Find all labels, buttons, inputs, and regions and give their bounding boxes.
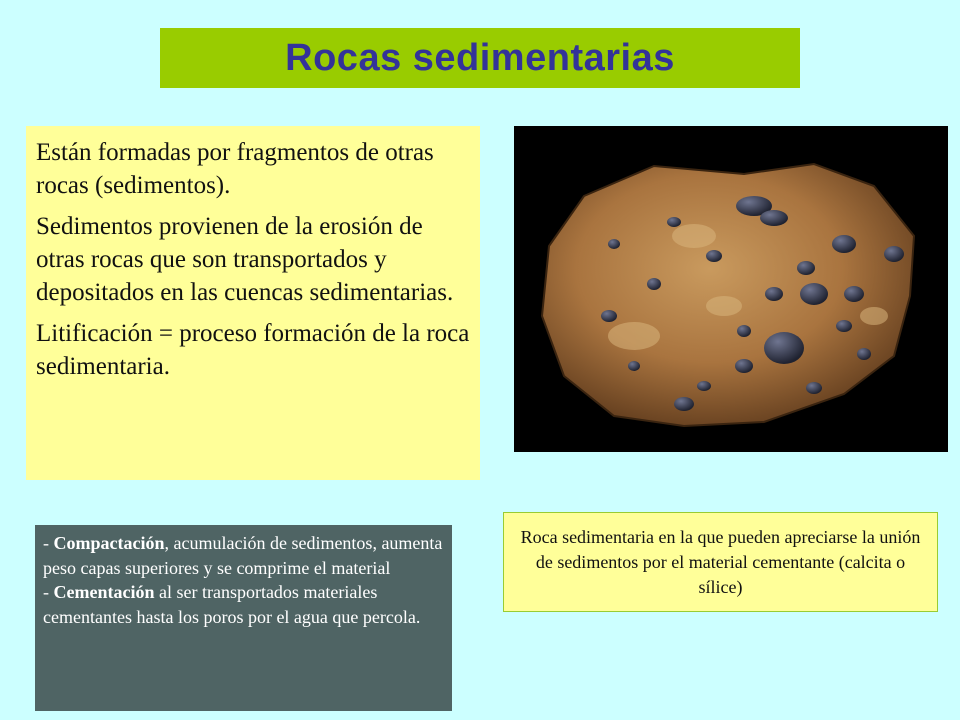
process-term: Compactación [53, 533, 165, 553]
process-description: , acumulación de sedimentos, aumenta peso capas superiores y se comprime el material [43, 533, 443, 578]
process-item [43, 531, 444, 580]
image-caption [503, 512, 938, 612]
process-description: al ser transportados materiales cementantes hasta los poros por el agua que percola. [43, 582, 421, 627]
process-term: Cementación [53, 582, 155, 602]
conglomerate-rock-image [514, 126, 948, 452]
paragraph-sediments: Sedimentos provienen de la erosión de otras rocas que son transportados y depositados en las cuencas sedimentarias. [36, 213, 454, 306]
process-prefix: - [43, 582, 54, 602]
image-caption-text: Roca sedimentaria en la que pueden apreciarse la unión de sedimentos por el material cementante (calcita o sílice) [520, 526, 921, 597]
slide-title: Rocas sedimentarias [285, 36, 675, 79]
process-item [43, 580, 444, 629]
title-banner [160, 28, 800, 88]
rock-photo [514, 126, 948, 452]
paragraph-lithification: Litificación = proceso formación de la roca sedimentaria. [36, 320, 470, 380]
main-text-panel [26, 126, 480, 480]
process-panel [35, 525, 452, 711]
process-prefix: - [43, 533, 54, 553]
paragraph-definition: Están formadas por fragmentos de otras rocas (sedimentos). [36, 139, 434, 199]
